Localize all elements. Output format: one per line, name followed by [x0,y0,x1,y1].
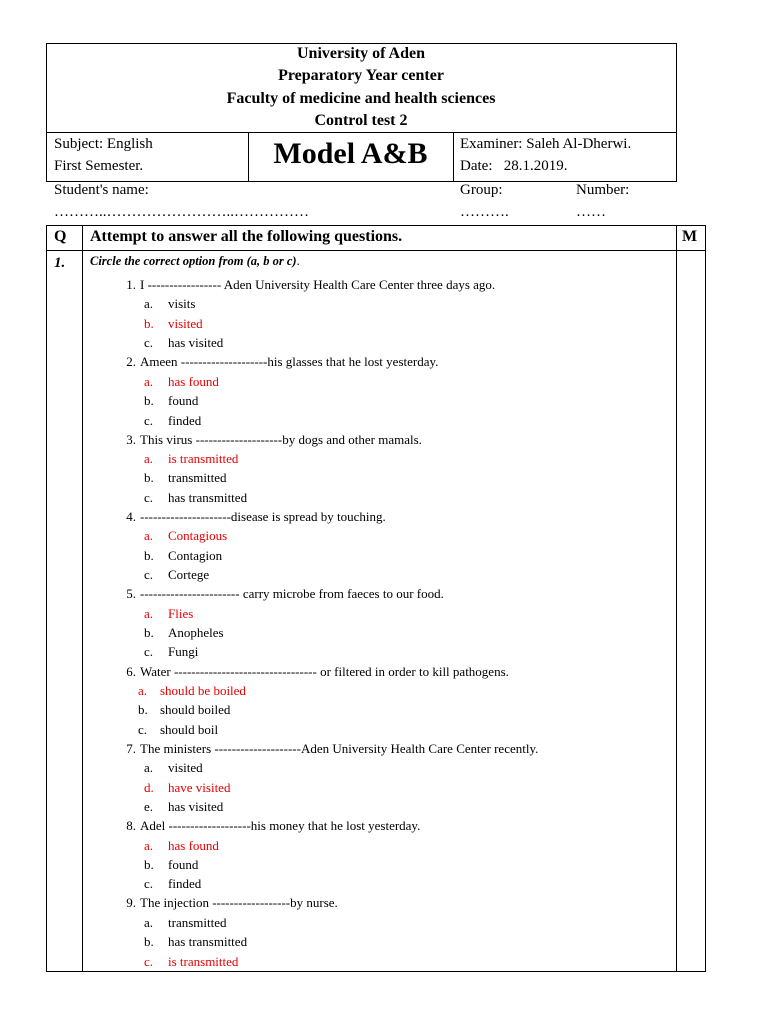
option-letter: c. [144,953,154,969]
option-letter: b. [144,315,154,331]
group-field[interactable]: ………. [460,204,509,220]
option-letter: c. [144,335,154,351]
question-5 [112,586,444,602]
group-label: Group: [460,182,503,198]
option-letter: b. [144,470,154,486]
university-title: University of Aden [297,45,425,62]
question-number: 9. [126,895,136,911]
option-text: visited [168,760,203,776]
option-letter: e. [144,799,154,814]
number-field[interactable]: …… [576,204,606,220]
table-col-q-divider [82,225,83,972]
question-number: 4. [126,508,136,524]
option-text: has visited [168,799,224,814]
option-text: finded [168,412,202,428]
header-divider [46,132,677,133]
question-text: Water --------------------------------- or filtered in order to kill pathogens. [140,663,509,679]
option-text: has transmitted [168,934,248,950]
option-letter: c. [144,412,154,428]
question-number: 7. [126,740,136,756]
question-text: I ----------------- Aden University Health Care Center three days ago. [140,277,496,292]
option-letter: a. [144,373,154,389]
option-letter: b. [144,625,154,640]
question-4-option-2[interactable] [144,548,222,564]
option-text: has found [168,837,219,853]
test-title: Control test 2 [314,112,408,129]
question-8-option-3[interactable] [144,876,201,892]
section-instruction [90,254,300,269]
question-9 [112,895,338,911]
section-number: 1. [54,255,66,271]
question-number: 6. [126,663,136,679]
option-text: is transmitted [168,953,239,969]
instruction-header: Attempt to answer all the following questions. [90,228,403,245]
question-number: 1. [126,277,136,292]
option-letter: a. [144,296,154,312]
question-4-option-3[interactable] [144,567,209,583]
question-9-option-3[interactable] [144,954,238,970]
question-text: The injection ------------------by nurse. [140,895,338,911]
option-letter: c. [144,644,154,660]
option-text: Cortege [168,567,210,583]
question-6-option-1[interactable] [138,683,246,699]
question-text: ---------------------disease is spread by touching. [140,508,386,524]
question-2-option-1[interactable] [144,374,219,390]
option-text: Anopheles [168,625,224,640]
question-2-option-3[interactable] [144,413,201,429]
question-8-option-1[interactable] [144,838,219,854]
question-5-option-1[interactable] [144,606,193,622]
option-letter: a. [144,528,154,544]
question-6 [112,664,509,680]
option-text: should boil [160,721,219,737]
option-text: transmitted [168,914,227,930]
option-text: should boiled [160,702,231,718]
option-letter: c. [144,489,154,505]
option-letter: a. [144,451,154,466]
question-text: Ameen --------------------his glasses that he lost yesterday. [140,354,439,370]
question-1-option-2[interactable] [144,316,203,332]
header-border-right [676,43,677,182]
question-text: ----------------------- carry microbe from faeces to our food. [140,586,444,602]
question-text: This virus --------------------by dogs and other mamals. [140,431,422,447]
question-8 [112,818,420,834]
option-letter: a. [144,914,154,930]
number-label: Number: [576,182,630,198]
question-2 [112,354,438,370]
question-6-option-3[interactable] [138,722,218,738]
option-text: Fungi [168,644,199,660]
question-text: The ministers --------------------Aden University Health Care Center recently. [140,740,539,756]
option-letter: a. [144,605,154,621]
option-letter: d. [144,779,154,795]
student-name-label: Student's name: [54,182,149,198]
question-number: 3. [126,431,136,447]
question-5-option-2[interactable] [144,625,224,641]
option-text: finded [168,876,202,892]
question-3-option-1[interactable] [144,451,238,467]
option-text: has transmitted [168,489,248,505]
question-number: 5. [126,586,136,602]
table-border-left [46,225,47,972]
option-text: is transmitted [168,451,239,466]
option-text: Contagion [168,547,223,563]
option-text: found [168,393,199,409]
question-1-option-1[interactable] [144,296,195,312]
student-name-field[interactable]: ………..……………………..…………… [54,204,309,220]
option-letter: b. [144,856,154,872]
question-3 [112,432,422,448]
question-7-option-2[interactable] [144,780,230,796]
option-text: Flies [168,605,194,621]
option-letter: b. [144,547,154,563]
column-m-header: M [682,228,698,245]
question-3-option-2[interactable] [144,470,227,486]
section-instruction-period: . [296,254,300,268]
semester-label: First Semester. [54,158,144,174]
option-text: visited [168,315,203,331]
question-8-option-2[interactable] [144,857,198,873]
model-title: Model A&B [273,137,428,170]
option-letter: b. [138,702,148,718]
option-letter: a. [144,760,154,776]
question-1 [112,277,495,293]
option-text: have visited [168,779,231,795]
option-letter: a. [138,682,148,698]
table-col-m-divider [676,225,677,972]
question-7 [112,741,538,757]
option-letter: c. [138,721,148,737]
question-1-option-3[interactable] [144,335,223,351]
option-letter: b. [144,393,154,409]
question-7-option-3[interactable] [144,799,223,815]
subject-label: Subject: English [54,136,153,152]
table-border-bottom [46,971,706,972]
faculty-title: Faculty of medicine and health sciences [226,90,496,107]
table-border-top [46,225,706,226]
question-9-option-1[interactable] [144,915,227,931]
option-text: has found [168,373,219,389]
question-7-option-1[interactable] [144,760,203,776]
question-5-option-3[interactable] [144,644,198,660]
question-4-option-1[interactable] [144,528,227,544]
question-4 [112,509,386,525]
table-border-right [705,225,706,972]
column-q-header: Q [54,228,67,245]
option-text: Contagious [168,528,228,544]
question-text: Adel -------------------his money that he lost yesterday. [140,818,421,834]
date-label: Date: 28.1.2019. [460,158,568,174]
question-9-option-2[interactable] [144,934,247,950]
option-text: found [168,856,199,872]
option-letter: c. [144,876,154,892]
option-letter: b. [144,934,154,950]
option-text: visits [168,296,196,312]
option-text: should be boiled [160,682,246,698]
question-3-option-3[interactable] [144,490,247,506]
examiner-label: Examiner: Saleh Al-Dherwi. [460,136,632,152]
question-2-option-2[interactable] [144,393,198,409]
question-6-option-2[interactable] [138,702,230,718]
model-cell-right [453,132,454,182]
option-letter: a. [144,837,154,853]
option-text: has visited [168,335,224,351]
center-title: Preparatory Year center [278,67,444,84]
question-number: 8. [126,818,136,834]
option-text: transmitted [168,470,227,486]
question-number: 2. [126,354,136,370]
option-letter: c. [144,567,154,583]
section-instruction-text: Circle the correct option from (a, b or c) [90,254,297,268]
table-header-divider [46,250,706,251]
